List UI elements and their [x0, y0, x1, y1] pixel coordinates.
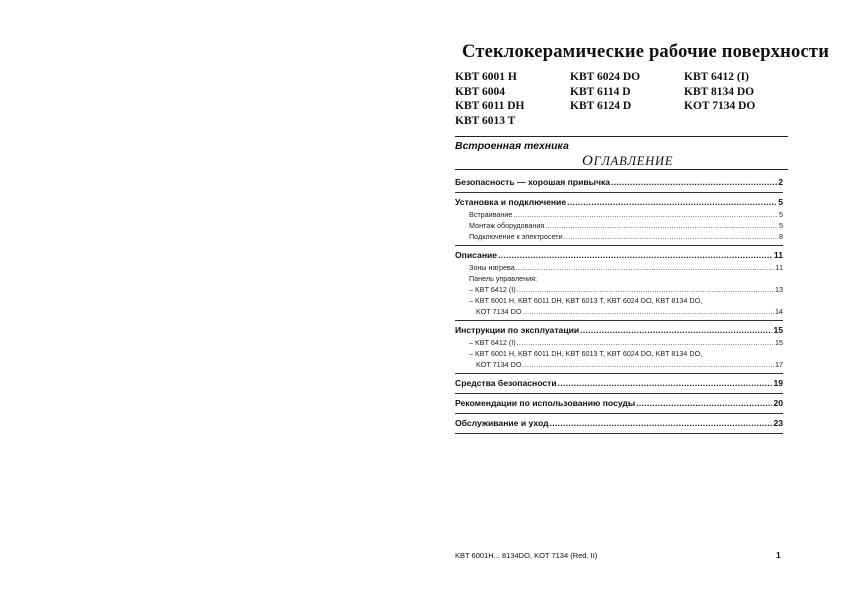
model-code: KBT 6011 DH	[455, 100, 525, 112]
toc-subentry[interactable]: Встраивание ..... 5	[455, 209, 783, 220]
model-list-col1	[455, 70, 524, 128]
model-code: KBT 6001 H	[455, 71, 517, 83]
toc-divider	[455, 320, 783, 321]
toc-subentry[interactable]: Зоны нагрева ..... 11	[455, 262, 783, 273]
toc-subentry[interactable]: KOT 7134 DO ..... 14	[455, 306, 783, 317]
model-code: KBT 6024 DO	[570, 71, 641, 83]
model-code: KBT 8134 DO	[684, 85, 755, 98]
model-list-col3	[684, 70, 755, 114]
model-code: KBT 6412 (I)	[684, 71, 749, 83]
model-code: KBT 6114 D	[570, 85, 631, 98]
toc-entry-safety[interactable]: Безопасность — хорошая привычка ..... 2	[455, 176, 783, 189]
toc-entry-installation[interactable]: Установка и подключение ..... 5	[455, 196, 783, 209]
toc-subentry[interactable]: Монтаж оборудования ..... 5	[455, 220, 783, 231]
model-code: KBT 6124 D	[570, 100, 632, 112]
footer-text: KBT 6001H... 8134DO, KOT 7134 (Red. II)	[455, 551, 598, 560]
document-title: Стеклокерамические рабочие поверхности	[462, 42, 830, 62]
toc-subentry[interactable]: KOT 7134 DO ..... 17	[455, 359, 783, 370]
toc-title	[582, 153, 673, 170]
toc-title-initial: О	[582, 153, 594, 169]
section-label: Встроенная техника	[455, 140, 569, 152]
model-code: KBT 6004	[455, 85, 505, 98]
toc-subentry[interactable]: – KBT 6412 (I) ..... 15	[455, 337, 783, 348]
toc-subentry[interactable]: Подключение к электросети ..... 8	[455, 231, 783, 242]
toc-divider	[455, 245, 783, 246]
model-list-col2	[570, 70, 640, 114]
toc-divider	[455, 192, 783, 193]
toc-divider	[455, 393, 783, 394]
toc-subentry-heading: Панель управления:	[469, 274, 538, 283]
toc-subentry-models: – KBT 6001 H, KBT 6011 DH, KBT 6013 T, KBT 6024 DO, KBT 8134 DO,	[469, 349, 703, 358]
header-divider	[455, 136, 788, 137]
table-of-contents	[455, 176, 783, 437]
toc-entry-instructions[interactable]: Инструкции по эксплуатации ..... 15	[455, 324, 783, 337]
toc-title-divider	[455, 169, 788, 170]
toc-subentry-models: – KBT 6001 H, KBT 6011 DH, KBT 6013 T, KBT 6024 DO, KBT 8134 DO,	[469, 296, 703, 305]
toc-entry-maintenance[interactable]: Обслуживание и уход ..... 23	[455, 417, 783, 430]
toc-divider	[455, 413, 783, 414]
toc-title-rest: ГЛАВЛЕНИЕ	[593, 154, 674, 168]
toc-divider	[455, 373, 783, 374]
model-code: KOT 7134 DO	[684, 100, 756, 112]
model-code: KBT 6013 T	[455, 114, 516, 127]
toc-entry-cookware[interactable]: Рекомендации по использованию посуды ..... 20	[455, 397, 783, 410]
toc-subentry[interactable]: – KBT 6412 (I) ..... 13	[455, 284, 783, 295]
toc-divider	[455, 433, 783, 434]
toc-entry-description[interactable]: Описание ..... 11	[455, 249, 783, 262]
toc-entry-safety-devices[interactable]: Средства безопасности ..... 19	[455, 377, 783, 390]
page-number: 1	[776, 550, 781, 560]
